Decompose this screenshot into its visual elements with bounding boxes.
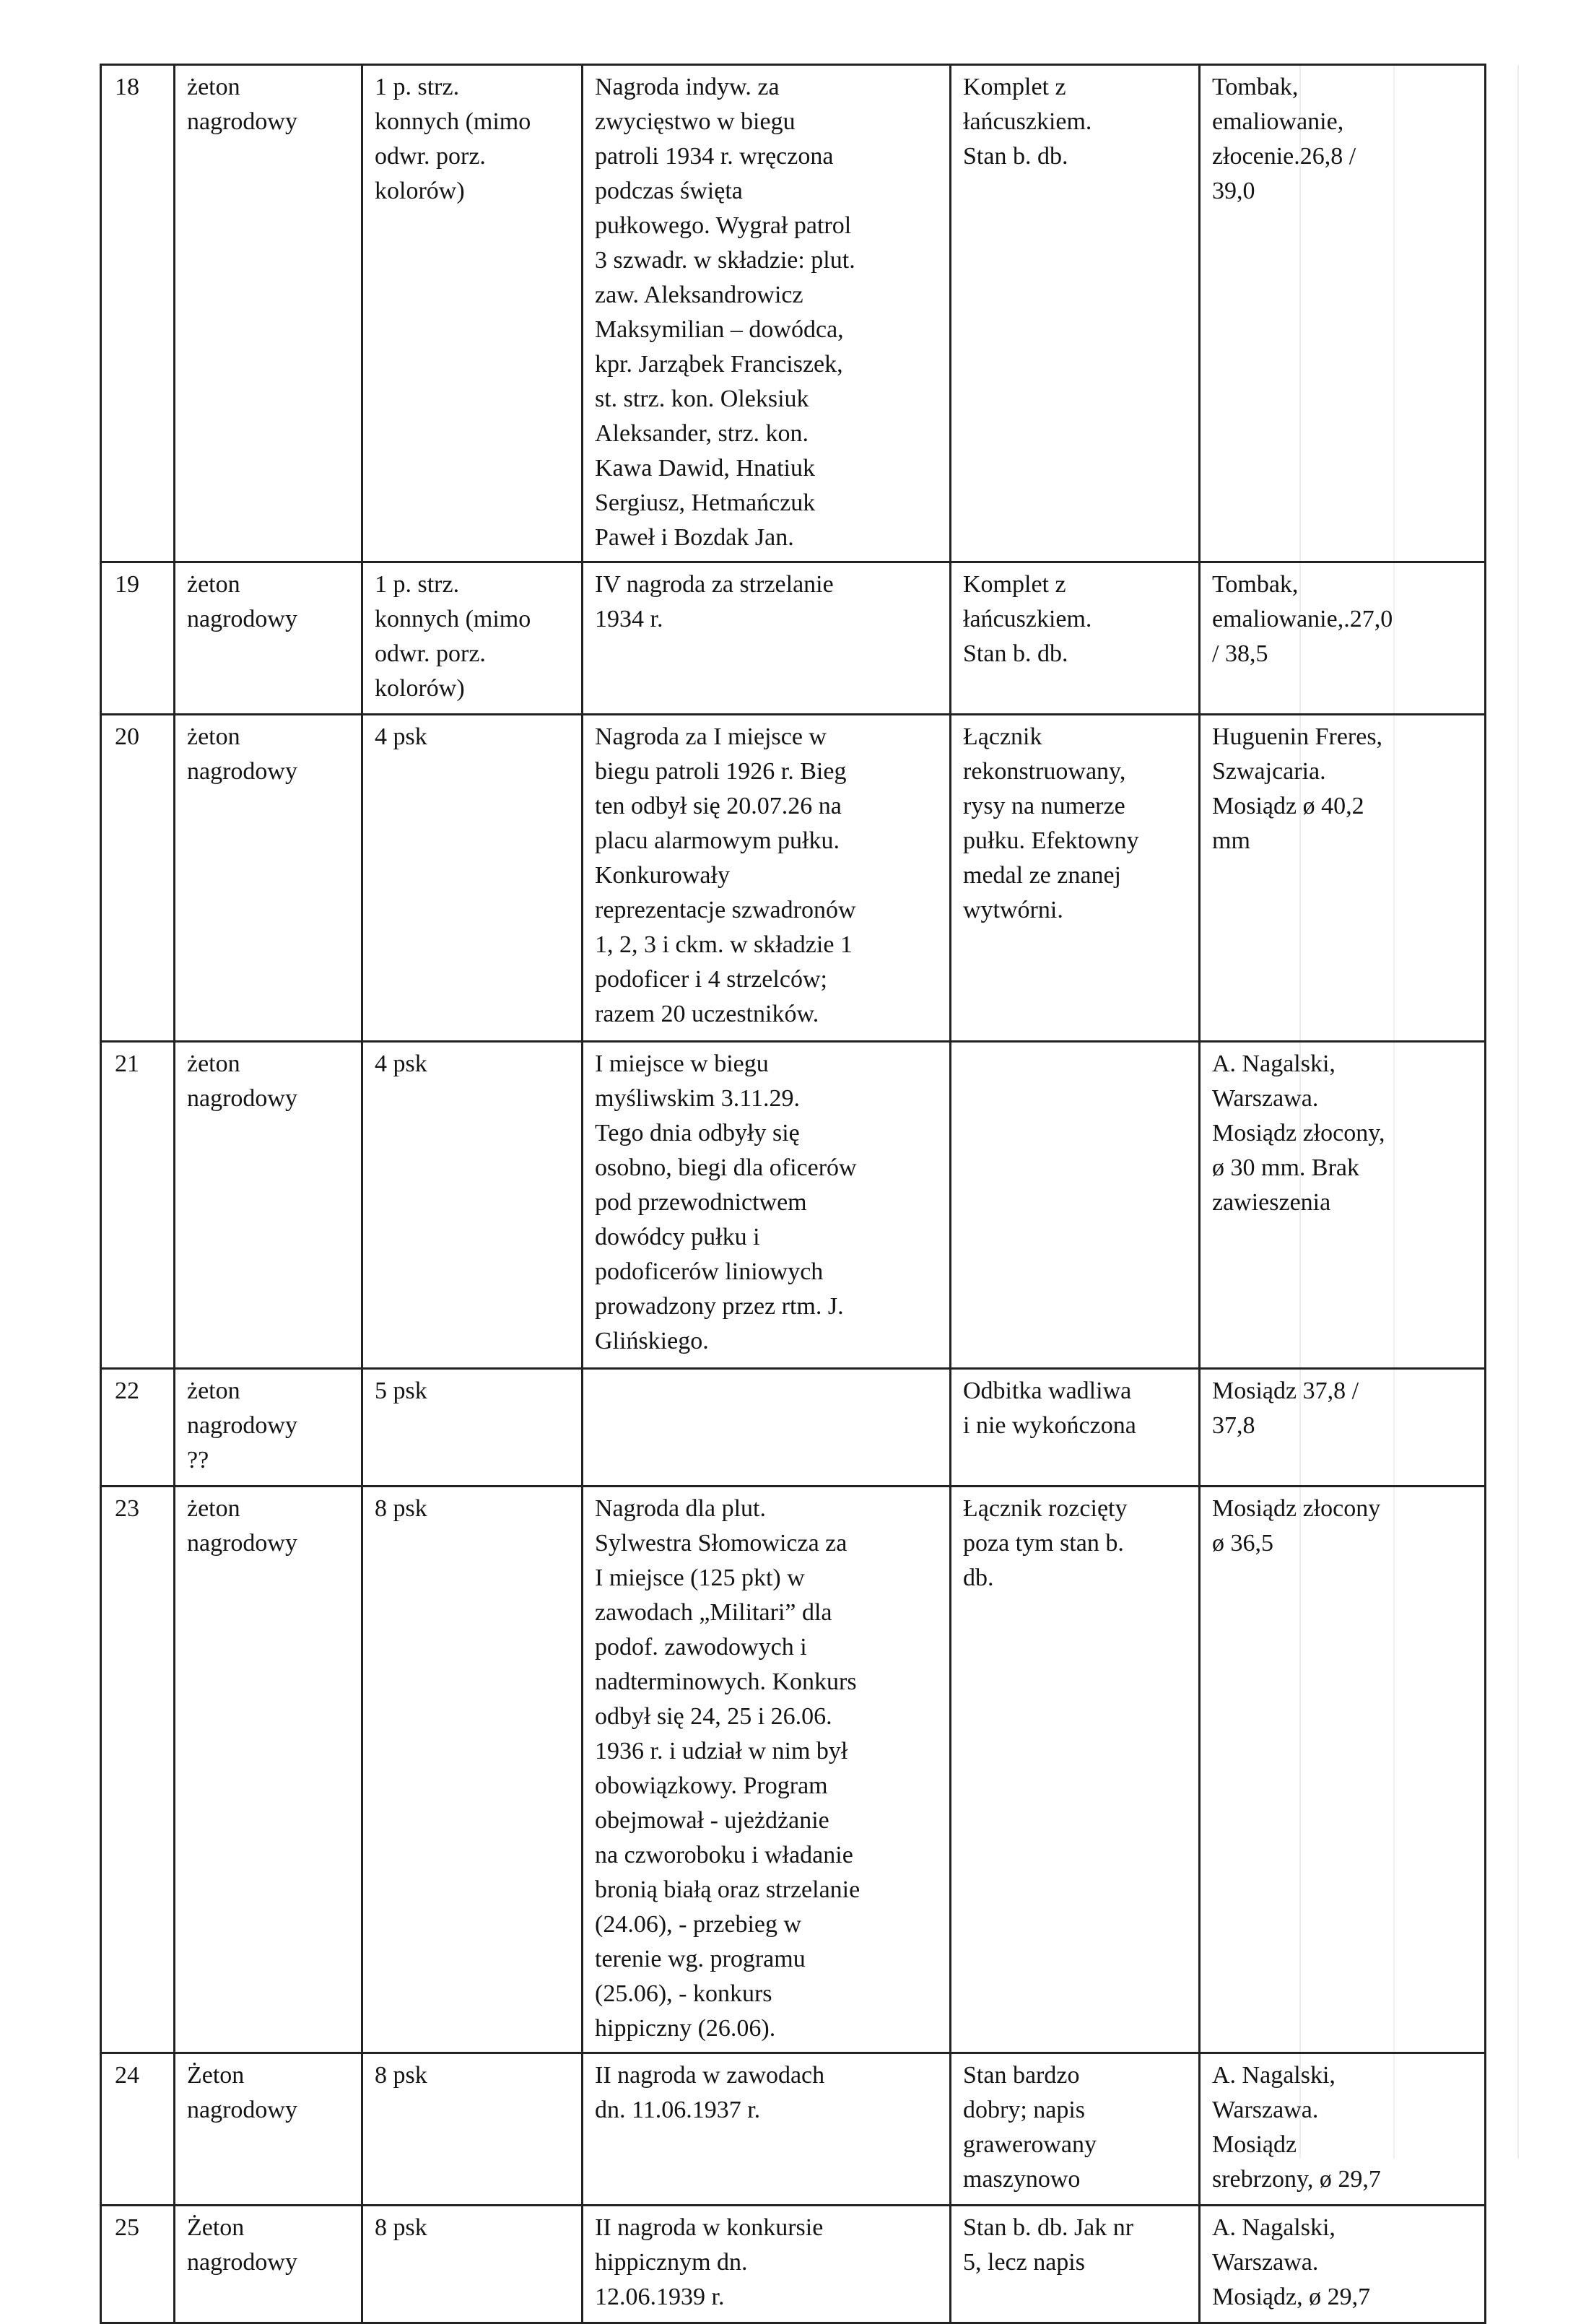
cell-item-name: żeton nagrodowy [175,1042,362,1369]
cell-item-name: Żeton nagrodowy [175,2206,362,2323]
table-row [101,1042,1486,1369]
cell-description: I miejsce w biegu myśliwskim 3.11.29. Tego dnia odbyły się osobno, biegi dla oficerów pod przewodnictwem dowódcy pułku i podoficerów liniowych prowadzony przez rtm. J. Glińskiego. [583,1042,951,1369]
cell-item-name: Żeton nagrodowy [175,2053,362,2206]
cell-material: Mosiądz 37,8 / 37,8 [1200,1369,1486,1487]
cell-condition: Odbitka wadliwa i nie wykończona [951,1369,1200,1487]
table-row [101,715,1486,1042]
cell-material: Tombak, emaliowanie, złocenie.26,8 / 39,0 [1200,65,1486,562]
cell-number: 20 [101,715,175,1042]
cell-description: II nagroda w zawodach dn. 11.06.1937 r. [583,2053,951,2206]
table-row [101,65,1486,562]
cell-condition: Stan bardzo dobry; napis grawerowany maszynowo [951,2053,1200,2206]
cell-material: Tombak, emaliowanie,.27,0 / 38,5 [1200,562,1486,715]
cell-unit: 4 psk [362,715,583,1042]
cell-item-name: żeton nagrodowy [175,715,362,1042]
cell-item-name: żeton nagrodowy [175,1487,362,2053]
cell-condition: Łącznik rekonstruowany, rysy na numerze pułku. Efektowny medal ze znanej wytwórni. [951,715,1200,1042]
cell-item-name: żeton nagrodowy [175,562,362,715]
catalog-table [100,64,1486,2324]
cell-condition: Komplet z łańcuszkiem. Stan b. db. [951,65,1200,562]
cell-material: Huguenin Freres, Szwajcaria. Mosiądz ø 40,2 mm [1200,715,1486,1042]
cell-description: Nagroda dla plut. Sylwestra Słomowicza za I miejsce (125 pkt) w zawodach „Militari” dla podof. zawodowych i nadterminowych. Konkurs odbył się 24, 25 i 26.06. 1936 r. i udział w nim był obowiązkowy. Program obejmował - ujeżdżanie na czworoboku i władanie bronią białą oraz strzelanie (24.06), - przebieg w terenie wg. programu (25.06), - konkurs hippiczny (26.06). [583,1487,951,2053]
table-row [101,2206,1486,2323]
cell-unit: 8 psk [362,2053,583,2206]
cell-description [583,1369,951,1487]
cell-description: II nagroda w konkursie hippicznym dn. 12.06.1939 r. [583,2206,951,2323]
cell-unit: 8 psk [362,2206,583,2323]
cell-material: A. Nagalski, Warszawa. Mosiądz złocony, ø 30 mm. Brak zawieszenia [1200,1042,1486,1369]
cell-unit: 8 psk [362,1487,583,2053]
cell-number: 24 [101,2053,175,2206]
table-row [101,2053,1486,2206]
cell-number: 21 [101,1042,175,1369]
cell-description: IV nagroda za strzelanie 1934 r. [583,562,951,715]
cell-unit: 1 p. strz. konnych (mimo odwr. porz. kolorów) [362,562,583,715]
cell-description: Nagroda indyw. za zwycięstwo w biegu patroli 1934 r. wręczona podczas święta pułkowego. Wygrał patrol 3 szwadr. w składzie: plut. zaw. Aleksandrowicz Maksymilian – dowódca, kpr. Jarząbek Franciszek, st. strz. kon. Oleksiuk Aleksander, strz. kon. Kawa Dawid, Hnatiuk Sergiusz, Hetmańczuk Paweł i Bozdak Jan. [583,65,951,562]
table-row [101,1487,1486,2053]
cell-condition: Stan b. db. Jak nr 5, lecz napis [951,2206,1200,2323]
cell-number: 19 [101,562,175,715]
cell-number: 23 [101,1487,175,2053]
cell-unit: 1 p. strz. konnych (mimo odwr. porz. kolorów) [362,65,583,562]
cell-item-name: żeton nagrodowy ?? [175,1369,362,1487]
cell-condition [951,1042,1200,1369]
cell-material: A. Nagalski, Warszawa. Mosiądz, ø 29,7 [1200,2206,1486,2323]
cell-number: 25 [101,2206,175,2323]
cell-unit: 4 psk [362,1042,583,1369]
table-row [101,562,1486,715]
cell-description: Nagroda za I miejsce w biegu patroli 1926 r. Bieg ten odbył się 20.07.26 na placu alarmowym pułku. Konkurowały reprezentacje szwadronów 1, 2, 3 i ckm. w składzie 1 podoficer i 4 strzelców; razem 20 uczestników. [583,715,951,1042]
cell-condition: Komplet z łańcuszkiem. Stan b. db. [951,562,1200,715]
cell-item-name: żeton nagrodowy [175,65,362,562]
cell-material: A. Nagalski, Warszawa. Mosiądz srebrzony, ø 29,7 [1200,2053,1486,2206]
table-row [101,1369,1486,1487]
cell-unit: 5 psk [362,1369,583,1487]
cell-number: 22 [101,1369,175,1487]
cell-material: Mosiądz złocony ø 36,5 [1200,1487,1486,2053]
cell-condition: Łącznik rozcięty poza tym stan b. db. [951,1487,1200,2053]
cell-number: 18 [101,65,175,562]
